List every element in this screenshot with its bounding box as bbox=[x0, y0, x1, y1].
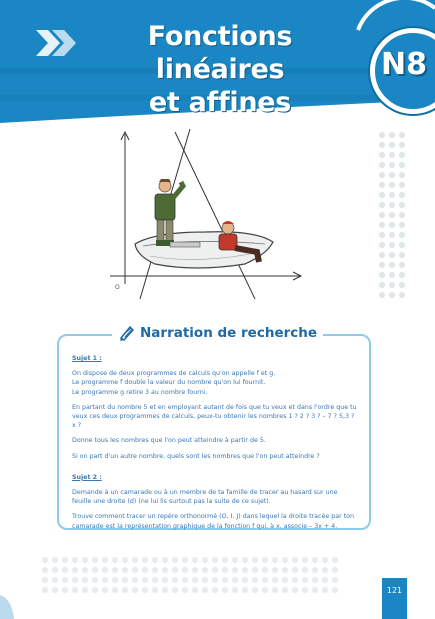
decorative-dots bbox=[377, 130, 407, 300]
sujet-1-paragraph: Donne tous les nombres que l'on peut atteindre à partir de 5. bbox=[72, 437, 266, 445]
decorative-dots bbox=[40, 555, 340, 595]
sujet-1-paragraph: On dispose de deux programmes de calculs qu'on appelle f et g. bbox=[72, 370, 276, 378]
page-number-bar bbox=[382, 578, 407, 619]
sujet-1-paragraph: En partant du nombre 5 et en employant autant de fois que tu veux et dans l'ordre que tu veux ces deux programmes de calculs, peux-tu obtenir les nombres 1 ? 2 ? 3 ? – 7 ? 5,3 ? x ? bbox=[72, 403, 357, 430]
sujet-1-paragraph: Si on part d'un autre nombre, quels sont les nombres que l'on peut atteindre ? bbox=[72, 452, 320, 460]
double-chevron-icon bbox=[34, 28, 80, 58]
sujet-2-label: Sujet 2 : bbox=[72, 473, 102, 481]
svg-text:O: O bbox=[115, 284, 120, 291]
sujet-2-paragraph: Trouve comment tracer un repère orthonormé (O, I, J) dans lequel la droite tracée par ton camarade est la représentation graphique de la fonction f qui, à x, associe – 3x + 4. bbox=[72, 513, 355, 530]
chapter-title-line1: Fonctions linéaires bbox=[147, 21, 293, 85]
chapter-title bbox=[80, 20, 360, 119]
chapter-title-line2: et affines bbox=[148, 87, 292, 118]
sujet-2-paragraph: Demande à un camarade ou à un membre de ta famille de tracer au hasard sur une feuille une droite (d) (ne lui lis surtout pas la suite de ce sujet). bbox=[72, 489, 338, 506]
research-box-title: Narration de recherche bbox=[140, 325, 318, 341]
pencil-icon bbox=[118, 324, 136, 342]
page-number: 121 bbox=[386, 586, 403, 595]
sujet-1-label: Sujet 1 : bbox=[72, 355, 102, 362]
boat-illustration bbox=[95, 124, 305, 304]
chapter-code: N8 bbox=[381, 47, 427, 82]
research-content bbox=[72, 354, 357, 531]
corner-decoration bbox=[0, 585, 30, 619]
sujet-1-paragraph: Le programme g retire 3 au nombre fourni. bbox=[72, 388, 208, 396]
sujet-1-paragraph: Le programme f double la valeur du nombre qu'on lui fournit. bbox=[72, 379, 266, 387]
research-box-header bbox=[112, 322, 323, 344]
